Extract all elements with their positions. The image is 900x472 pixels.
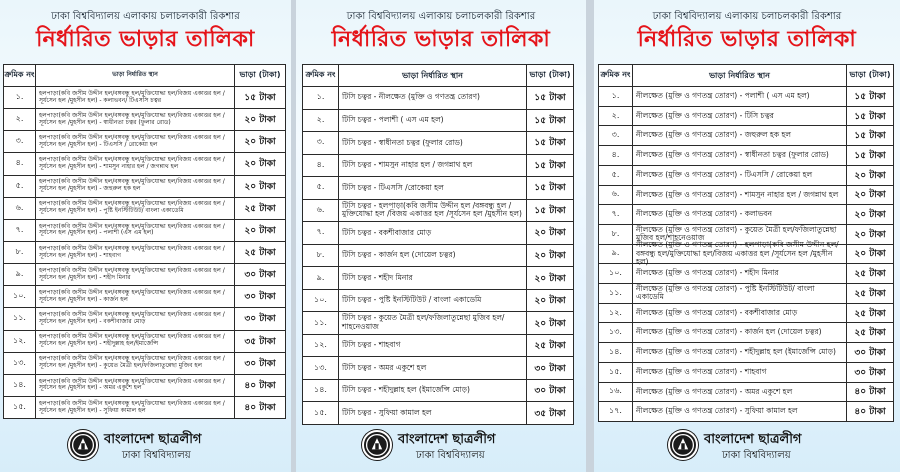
table-row [4, 375, 285, 397]
row-serial: ৯. [4, 264, 36, 285]
row-serial: ৮. [4, 242, 36, 263]
poster-title: নির্ধারিত ভাড়ার তালিকা [331, 27, 551, 52]
table-row [599, 323, 893, 343]
org-name: বাংলাদেশ ছাত্রলীগ [398, 432, 496, 447]
fare-poster-1 [0, 0, 291, 472]
row-fare: ১৫ টাকা [534, 115, 566, 126]
row-serial: ১২. [303, 335, 339, 357]
row-place: টিসি চত্বর - কুয়েত মৈত্রী হল/ফজিলাতুন্নেছা মুজিব হল/শাহনেওয়াজ [339, 312, 527, 334]
row-fare: ২০ টাকা [854, 210, 886, 221]
row-place: হলপাড়া(কবি জসীম উদ্দীন হল/বঙ্গবন্ধু হল/মুক্তিযোদ্ধা হল/বিজয় একাত্তর হল /সূর্যসেন হল /মুহসীন হল) - অমর একুশে হল [36, 375, 235, 396]
row-fare: ১৫ টাকা [854, 111, 886, 122]
row-serial: ১৬. [599, 383, 633, 402]
row-serial: ৯. [303, 267, 339, 289]
row-serial: ২. [303, 110, 339, 132]
table-row [4, 242, 285, 264]
row-serial: ৪. [599, 146, 633, 165]
chhatra-league-emblem-icon [362, 430, 392, 460]
row-serial: ১১. [303, 312, 339, 334]
row-place: টিসি চত্বর - শহীদ মিনার [339, 267, 527, 289]
row-fare: ৪০ টাকা [854, 407, 886, 418]
row-place: নীলক্ষেত (মুক্তি ও গণতন্ত্র তোরণ) - শহীদ মিনার [633, 264, 847, 283]
table-row [4, 198, 285, 220]
row-fare: ৩০ টাকা [244, 314, 276, 325]
row-place: নীলক্ষেত (মুক্তি ও গণতন্ত্র তোরণ) - শামসুন নাহার হল / জগন্নাথ হল [633, 186, 847, 205]
table-row [303, 402, 573, 424]
table-row [4, 109, 285, 131]
row-place: টিসি চত্বর - কার্জন হল (দোয়েল চত্বর) [339, 245, 527, 267]
row-fare: ৩০ টাকা [854, 367, 886, 378]
row-serial: ১৭. [599, 402, 633, 421]
poster-subtitle: ঢাকা বিশ্ববিদ্যালয় এলাকায় চলাচলকারী রিকশার [652, 11, 842, 22]
row-place: টিসি চত্বর - হলপাড়া(কবি জসীম উদ্দীন হল /বঙ্গবন্ধু হল / মুক্তিযোদ্ধা হল /বিজয় একাত্তর হল /সূর্যসেন হল /মুহসীন হল) [339, 200, 527, 222]
row-place: হলপাড়া(কবি জসীম উদ্দীন হল/বঙ্গবন্ধু হল/মুক্তিযোদ্ধা হল/বিজয় একাত্তর হল /সূর্যসেন হল /মুহসীন হল) - শহীদুল্লাহ হল/ইমার্জেন্সি [36, 331, 235, 352]
table-row [599, 146, 893, 166]
table-row [4, 220, 285, 242]
row-serial: ১. [4, 87, 36, 108]
row-serial: ৬. [4, 198, 36, 219]
row-place: টিসি চত্বর - টিএসসি /রোকেয়া হল [339, 177, 527, 199]
table-header-row [303, 65, 573, 87]
row-place: টিসি চত্বর - শামসুন নাহার হল / জগন্নাথ হল [339, 155, 527, 177]
row-serial: ১৪. [303, 380, 339, 402]
row-fare: ৩০ টাকা [534, 386, 566, 397]
table-row [599, 383, 893, 403]
row-place: টিসি চত্বর - পুষ্টি ইনস্টিটিউট / বাংলা একাডেমি [339, 290, 527, 312]
row-place: হলপাড়া(কবি জসীম উদ্দীন হল/বঙ্গবন্ধু হল/মুক্তিযোদ্ধা হল/বিজয় একাত্তর হল /সূর্যসেন হল /মুহসীন হল) - কলাভবন/ টিএসসি চত্বর [36, 87, 235, 108]
table-row [599, 186, 893, 206]
row-place: নীলক্ষেত (মুক্তি ও গণতন্ত্র তোরণ) - টিএসসি / রোকেয়া হল [633, 166, 847, 185]
row-serial: ১৪. [4, 375, 36, 396]
row-fare: ১৫ টাকা [534, 138, 566, 149]
column-header-place: ভাড়া নির্ধারিত স্থান [36, 65, 235, 86]
table-row [4, 131, 285, 153]
table-row [4, 308, 285, 330]
row-fare: ৪০ টাকা [854, 387, 886, 398]
row-serial: ৫. [599, 166, 633, 185]
row-fare: ১৫ টাকা [854, 91, 886, 102]
table-header-row [4, 65, 285, 87]
poster-footer [296, 426, 586, 466]
poster-footer [594, 426, 900, 466]
row-place: হলপাড়া(কবি জসীম উদ্দীন হল/বঙ্গবন্ধু হল/মুক্তিযোদ্ধা হল/বিজয় একাত্তর হল /সূর্যসেন হল /মুহসীন হল) - স্বাধীনতা চত্বর (ফুলার রোড) [36, 109, 235, 130]
row-place: হলপাড়া(কবি জসীম উদ্দীন হল/বঙ্গবন্ধু হল/মুক্তিযোদ্ধা হল/বিজয় একাত্তর হল /সূর্যসেন হল /মুহসীন হল) - টিএসসি / রোকেয়া হল [36, 131, 235, 152]
row-place: নীলক্ষেত (মুক্তি ও গণতন্ত্র তোরণ) - শাহবাগ [633, 363, 847, 382]
row-place: হলপাড়া(কবি জসীম উদ্দীন হল/বঙ্গবন্ধু হল/মুক্তিযোদ্ধা হল/বিজয় একাত্তর হল /সূর্যসেন হল /মুহসীন হল) - জহুরুল হক হল [36, 176, 235, 197]
row-fare: ২০ টাকা [244, 181, 276, 192]
column-header-serial: ক্রমিক নং [4, 65, 36, 86]
table-row [303, 245, 573, 268]
column-header-fare: ভাড়া (টাকা) [849, 70, 891, 79]
table-row [303, 200, 573, 223]
table-row [303, 267, 573, 290]
table-row [303, 155, 573, 178]
row-fare: ২০ টাকা [534, 318, 566, 329]
column-header-fare: ভাড়া (টাকা) [239, 70, 281, 79]
row-place: নীলক্ষেত (মুক্তি ও গণতন্ত্র তোরণ) - পলাশী ( এস এম হল) [633, 87, 847, 106]
row-place: নীলক্ষেত (মুক্তি ও গণতন্ত্র তোরণ) - হলপাড়া(কবি জসীম উদ্দীন হল/বঙ্গবন্ধু হল/মুক্তিযোদ্ধা হল/বিজয় একাত্তর হল /সূর্যসেন হল /মুহসীন হল) [633, 245, 847, 264]
row-fare: ২০ টাকা [244, 225, 276, 236]
row-fare: ১৫ টাকা [534, 205, 566, 216]
row-fare: ২০ টাকা [534, 273, 566, 284]
row-fare: ১৫ টাকা [534, 160, 566, 171]
row-fare: ২০ টাকা [244, 115, 276, 126]
row-place: টিসি চত্বর - সুফিয়া কামাল হল [339, 402, 527, 424]
row-place: টিসি চত্বর - নীলক্ষেত (মুক্তি ও গণতন্ত্র তোরণ) [339, 87, 527, 109]
table-row [303, 132, 573, 155]
row-place: নীলক্ষেত (মুক্তি ও গণতন্ত্র তোরণ) - কুয়েত মৈত্রী হল/ফজিলাতুন্নেছা মুজিব হল/শাহনেওয়াজ [633, 225, 847, 244]
row-place: নীলক্ষেত (মুক্তি ও গণতন্ত্র তোরণ) - সুফিয়া কামাল হল [633, 402, 847, 421]
row-place: নীলক্ষেত (মুক্তি ও গণতন্ত্র তোরণ) - পুষ্টি ইনস্টিটিউট/ বাংলা একাডেমি [633, 284, 847, 303]
table-row [599, 107, 893, 127]
table-row [4, 153, 285, 175]
table-row [599, 166, 893, 186]
row-fare: ২৫ টাকা [854, 328, 886, 339]
table-row [4, 87, 285, 109]
row-place: টিসি চত্বর - শহীদুল্লাহ হল (ইমার্জেন্সি মোড়) [339, 380, 527, 402]
row-place: হলপাড়া(কবি জসীম উদ্দীন হল/বঙ্গবন্ধু হল/মুক্তিযোদ্ধা হল/বিজয় একাত্তর হল /সূর্যসেন হল /মুহসীন হল) - সুফিয়া কামাল হল [36, 397, 235, 418]
table-row [4, 286, 285, 308]
fare-table [3, 64, 286, 419]
row-serial: ১১. [599, 284, 633, 303]
column-header-place: ভাড়া নির্ধারিত স্থান [339, 65, 527, 86]
table-row [303, 87, 573, 110]
fare-poster-2 [296, 0, 586, 472]
row-fare: ৩০ টাকা [854, 347, 886, 358]
table-row [303, 290, 573, 313]
row-serial: ১০. [303, 290, 339, 312]
table-row [303, 110, 573, 133]
row-serial: ৬. [303, 200, 339, 222]
row-fare: ৩০ টাকা [534, 363, 566, 374]
row-serial: ৩. [4, 131, 36, 152]
row-fare: ২৫ টাকা [534, 341, 566, 352]
row-fare: ২৫ টাকা [244, 248, 276, 259]
table-row [599, 402, 893, 421]
row-fare: ২০ টাকা [534, 250, 566, 261]
poster-footer [0, 426, 291, 466]
row-place: নীলক্ষেত (মুক্তি ও গণতন্ত্র তোরণ) - বকশীবাজার মোড় [633, 304, 847, 323]
column-header-serial: ক্রমিক নং [303, 65, 339, 86]
row-serial: ১. [599, 87, 633, 106]
row-place: টিসি চত্বর - শাহবাগ [339, 335, 527, 357]
row-serial: ১৫. [599, 363, 633, 382]
row-serial: ৯. [599, 245, 633, 264]
table-row [4, 353, 285, 375]
fare-table [302, 64, 574, 425]
row-place: হলপাড়া(কবি জসীম উদ্দীন হল/বঙ্গবন্ধু হল/মুক্তিযোদ্ধা হল/বিজয় একাত্তর হল /সূর্যসেন হল /মুহসীন হল) - শামসুন নাহার হল / জগন্নাথ হল [36, 153, 235, 174]
row-place: নীলক্ষেত (মুক্তি ও গণতন্ত্র তোরণ) - অমর একুশে হল [633, 383, 847, 402]
row-fare: ৩০ টাকা [244, 358, 276, 369]
row-place: নীলক্ষেত (মুক্তি ও গণতন্ত্র তোরণ) - শহীদুল্লাহ হল (ইমার্জেন্সি মোড়) [633, 343, 847, 362]
row-place: হলপাড়া(কবি জসীম উদ্দীন হল/বঙ্গবন্ধু হল/মুক্তিযোদ্ধা হল/বিজয় একাত্তর হল /সূর্যসেন হল /মুহসীন হল) - শহীদ মিনার [36, 264, 235, 285]
row-fare: ৩০ টাকা [244, 292, 276, 303]
row-place: নীলক্ষেত (মুক্তি ও গণতন্ত্র তোরণ) - কলাভবন [633, 205, 847, 224]
row-fare: ২০ টাকা [854, 170, 886, 181]
row-fare: ৩৫ টাকা [534, 408, 566, 419]
row-serial: ৪. [4, 153, 36, 174]
table-row [303, 380, 573, 403]
university-name: ঢাকা বিশ্ববিদ্যালয় [122, 450, 191, 461]
row-serial: ২. [4, 109, 36, 130]
chhatra-league-emblem-icon [68, 430, 98, 460]
poster-title: নির্ধারিত ভাড়ার তালিকা [637, 27, 857, 52]
row-fare: ২০ টাকা [244, 137, 276, 148]
org-name: বাংলাদেশ ছাত্রলীগ [104, 432, 202, 447]
row-fare: ২৫ টাকা [244, 203, 276, 214]
table-row [4, 331, 285, 353]
row-serial: ১০. [599, 264, 633, 283]
table-row [599, 87, 893, 107]
poster-subtitle: ঢাকা বিশ্ববিদ্যালয় এলাকায় চলাচলকারী রিকশার [346, 11, 536, 22]
row-serial: ৪. [303, 155, 339, 177]
row-serial: ৮. [303, 245, 339, 267]
table-row [4, 176, 285, 198]
fare-table [598, 64, 894, 422]
column-header-fare: ভাড়া (টাকা) [529, 70, 571, 79]
row-fare: ৩০ টাকা [244, 270, 276, 281]
org-name: বাংলাদেশ ছাত্রলীগ [704, 432, 802, 447]
row-serial: ৩. [303, 132, 339, 154]
row-fare: ২০ টাকা [534, 228, 566, 239]
row-serial: ১৩. [599, 323, 633, 342]
row-place: টিসি চত্বর - বকশীবাজার মোড় [339, 222, 527, 244]
poster-title: নির্ধারিত ভাড়ার তালিকা [36, 27, 255, 52]
row-place: টিসি চত্বর - স্বাধীনতা চত্বর (ফুলার রোড) [339, 132, 527, 154]
poster-subtitle: ঢাকা বিশ্ববিদ্যালয় এলাকায় চলাচলকারী রিকশার [51, 11, 240, 22]
row-serial: ১১. [4, 308, 36, 329]
table-row [303, 357, 573, 380]
row-place: নীলক্ষেত (মুক্তি ও গণতন্ত্র তোরণ) - জহুরুল হক হল [633, 126, 847, 145]
column-header-serial: ক্রমিক নং [599, 65, 633, 86]
row-fare: ২০ টাকা [244, 159, 276, 170]
table-row [303, 312, 573, 335]
table-row [303, 222, 573, 245]
university-name: ঢাকা বিশ্ববিদ্যালয় [416, 450, 485, 461]
row-fare: ৪০ টাকা [244, 403, 276, 414]
table-row [599, 343, 893, 363]
row-fare: ১৫ টাকা [534, 183, 566, 194]
table-row [599, 363, 893, 383]
row-place: হলপাড়া(কবি জসীম উদ্দীন হল/বঙ্গবন্ধু হল/মুক্তিযোদ্ধা হল/বিজয় একাত্তর হল /সূর্যসেন হল /মুহসীন হল) - শাহবাগ [36, 242, 235, 263]
row-fare: ২০ টাকা [854, 190, 886, 201]
row-place: হলপাড়া(কবি জসীম উদ্দীন হল/বঙ্গবন্ধু হল/মুক্তিযোদ্ধা হল/বিজয় একাত্তর হল /সূর্যসেন হল /মুহসীন হল) - কুয়েত মৈত্রী হল/ফজিলাতুন্নেছা মুজিব হল [36, 353, 235, 374]
row-serial: ৭. [599, 205, 633, 224]
row-serial: ১২. [4, 331, 36, 352]
table-row [599, 264, 893, 284]
row-serial: ১২. [599, 304, 633, 323]
row-serial: ১৫. [303, 402, 339, 424]
row-serial: ৮. [599, 225, 633, 244]
row-serial: ৫. [303, 177, 339, 199]
row-place: টিসি চত্বর - অমর একুশে হল [339, 357, 527, 379]
row-serial: ২. [599, 107, 633, 126]
row-serial: ১৪. [599, 343, 633, 362]
row-serial: ১. [303, 87, 339, 109]
table-row [599, 304, 893, 324]
row-place: হলপাড়া(কবি জসীম উদ্দীন হল/বঙ্গবন্ধু হল/মুক্তিযোদ্ধা হল/বিজয় একাত্তর হল /সূর্যসেন হল /মুহসীন হল) - পুষ্টি ইনস্টিটিউট/ বাংলা একাডেমি [36, 198, 235, 219]
row-fare: ২৫ টাকা [854, 288, 886, 299]
table-row [303, 177, 573, 200]
row-fare: ১৫ টাকা [534, 93, 566, 104]
row-fare: ৩৫ টাকা [244, 336, 276, 347]
table-row [599, 205, 893, 225]
row-fare: ১৫ টাকা [244, 93, 276, 104]
table-header-row [599, 65, 893, 87]
fare-poster-3 [594, 0, 900, 472]
row-serial: ৫. [4, 176, 36, 197]
row-place: নীলক্ষেত (মুক্তি ও গণতন্ত্র তোরণ) - টিসি চত্বর [633, 107, 847, 126]
row-fare: ২০ টাকা [534, 296, 566, 307]
row-serial: ১৩. [4, 353, 36, 374]
row-fare: ২৫ টাকা [854, 308, 886, 319]
table-row [4, 397, 285, 418]
row-serial: ১৩. [303, 357, 339, 379]
row-serial: ১৫. [4, 397, 36, 418]
row-fare: ২৫ টাকা [854, 269, 886, 280]
row-place: হলপাড়া(কবি জসীম উদ্দীন হল/বঙ্গবন্ধু হল/মুক্তিযোদ্ধা হল/বিজয় একাত্তর হল /সূর্যসেন হল /মুহসীন হল) - বকশীবাজার মোড় [36, 308, 235, 329]
row-serial: ৩. [599, 126, 633, 145]
table-row [303, 335, 573, 358]
row-fare: ২০ টাকা [854, 229, 886, 240]
row-serial: ৬. [599, 186, 633, 205]
row-place: নীলক্ষেত (মুক্তি ও গণতন্ত্র তোরণ) - স্বাধীনতা চত্বর (ফুলার রোড) [633, 146, 847, 165]
table-row [599, 126, 893, 146]
row-fare: ১৫ টাকা [854, 131, 886, 142]
university-name: ঢাকা বিশ্ববিদ্যালয় [722, 450, 791, 461]
row-serial: ৭. [303, 222, 339, 244]
column-header-place: ভাড়া নির্ধারিত স্থান [633, 65, 847, 86]
row-place: নীলক্ষেত (মুক্তি ও গণতন্ত্র তোরণ) - কার্জন হল (দোয়েল চত্বর) [633, 323, 847, 342]
row-serial: ১০. [4, 286, 36, 307]
row-fare: ১৫ টাকা [854, 150, 886, 161]
row-place: টিসি চত্বর - পলাশী ( এস এম হল) [339, 110, 527, 132]
row-place: হলপাড়া(কবি জসীম উদ্দীন হল/বঙ্গবন্ধু হল/মুক্তিযোদ্ধা হল/বিজয় একাত্তর হল /সূর্যসেন হল /মুহসীন হল) - পলাশী (এস এম হল) [36, 220, 235, 241]
table-row [599, 240, 893, 267]
row-serial: ৭. [4, 220, 36, 241]
row-fare: ২০ টাকা [854, 249, 886, 260]
row-fare: ৪০ টাকা [244, 380, 276, 391]
table-row [599, 284, 893, 304]
table-row [4, 264, 285, 286]
chhatra-league-emblem-icon [668, 430, 698, 460]
row-place: হলপাড়া(কবি জসীম উদ্দীন হল/বঙ্গবন্ধু হল/মুক্তিযোদ্ধা হল/বিজয় একাত্তর হল /সূর্যসেন হল /মুহসীন হল) - কার্জন হল [36, 286, 235, 307]
